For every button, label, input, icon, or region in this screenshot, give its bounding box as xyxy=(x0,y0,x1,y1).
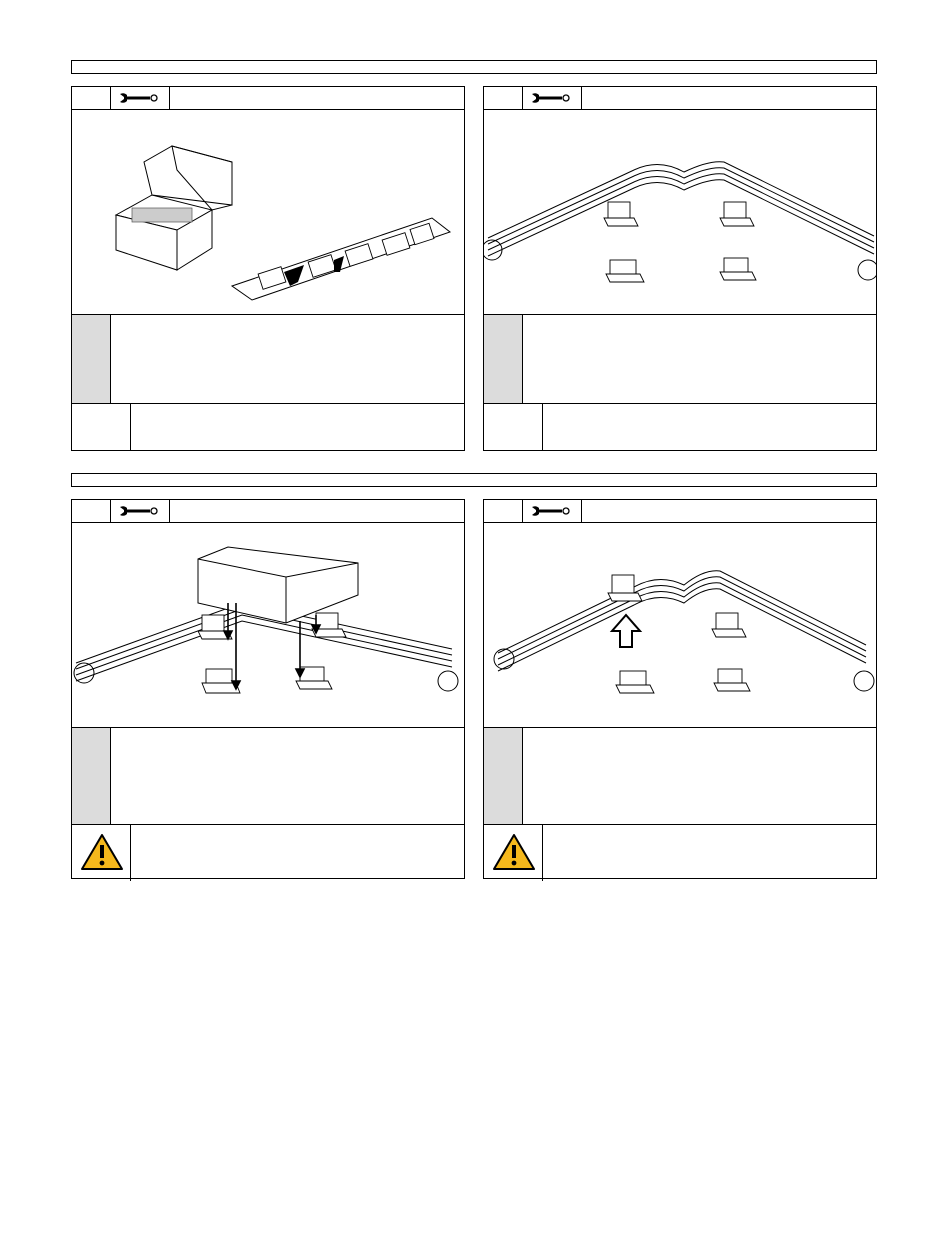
step-description-row xyxy=(72,315,464,404)
description-marker xyxy=(72,315,111,403)
tool-cell xyxy=(522,500,582,522)
step-illustration xyxy=(72,523,464,728)
frame-with-clips-illustration xyxy=(484,110,876,314)
step-number xyxy=(484,87,523,109)
step-card-4 xyxy=(483,499,877,879)
tool-cell xyxy=(110,500,170,522)
panel-placement-illustration xyxy=(72,523,464,727)
wrench-icon xyxy=(532,92,572,104)
step-note-row xyxy=(484,404,876,451)
step-description-row xyxy=(484,728,876,825)
warning-icon xyxy=(80,833,124,871)
tool-cell xyxy=(522,87,582,109)
step-note-row xyxy=(72,404,464,451)
step-header xyxy=(484,500,876,523)
step-header xyxy=(484,87,876,110)
section-header-bar xyxy=(71,60,877,74)
box-and-clips-illustration xyxy=(72,110,464,314)
step-description-row xyxy=(484,315,876,404)
section-header-bar xyxy=(71,473,877,487)
step-header xyxy=(72,500,464,523)
step-card-2 xyxy=(483,86,877,451)
note-marker xyxy=(484,404,543,451)
note-marker xyxy=(484,825,543,881)
wrench-icon xyxy=(120,92,160,104)
step-number xyxy=(484,500,523,522)
step-illustration xyxy=(484,110,876,315)
clip-lift-illustration xyxy=(484,523,876,727)
step-number xyxy=(72,87,111,109)
step-note-row xyxy=(72,825,464,881)
step-illustration xyxy=(484,523,876,728)
note-marker xyxy=(72,825,131,881)
wrench-icon xyxy=(532,505,572,517)
step-note-row xyxy=(484,825,876,881)
tool-cell xyxy=(110,87,170,109)
description-marker xyxy=(72,728,111,824)
note-marker xyxy=(72,404,131,451)
step-description-row xyxy=(72,728,464,825)
step-card-1 xyxy=(71,86,465,451)
description-marker xyxy=(484,728,523,824)
description-marker xyxy=(484,315,523,403)
step-number xyxy=(72,500,111,522)
warning-icon xyxy=(492,833,536,871)
step-card-3 xyxy=(71,499,465,879)
step-header xyxy=(72,87,464,110)
wrench-icon xyxy=(120,505,160,517)
step-illustration xyxy=(72,110,464,315)
